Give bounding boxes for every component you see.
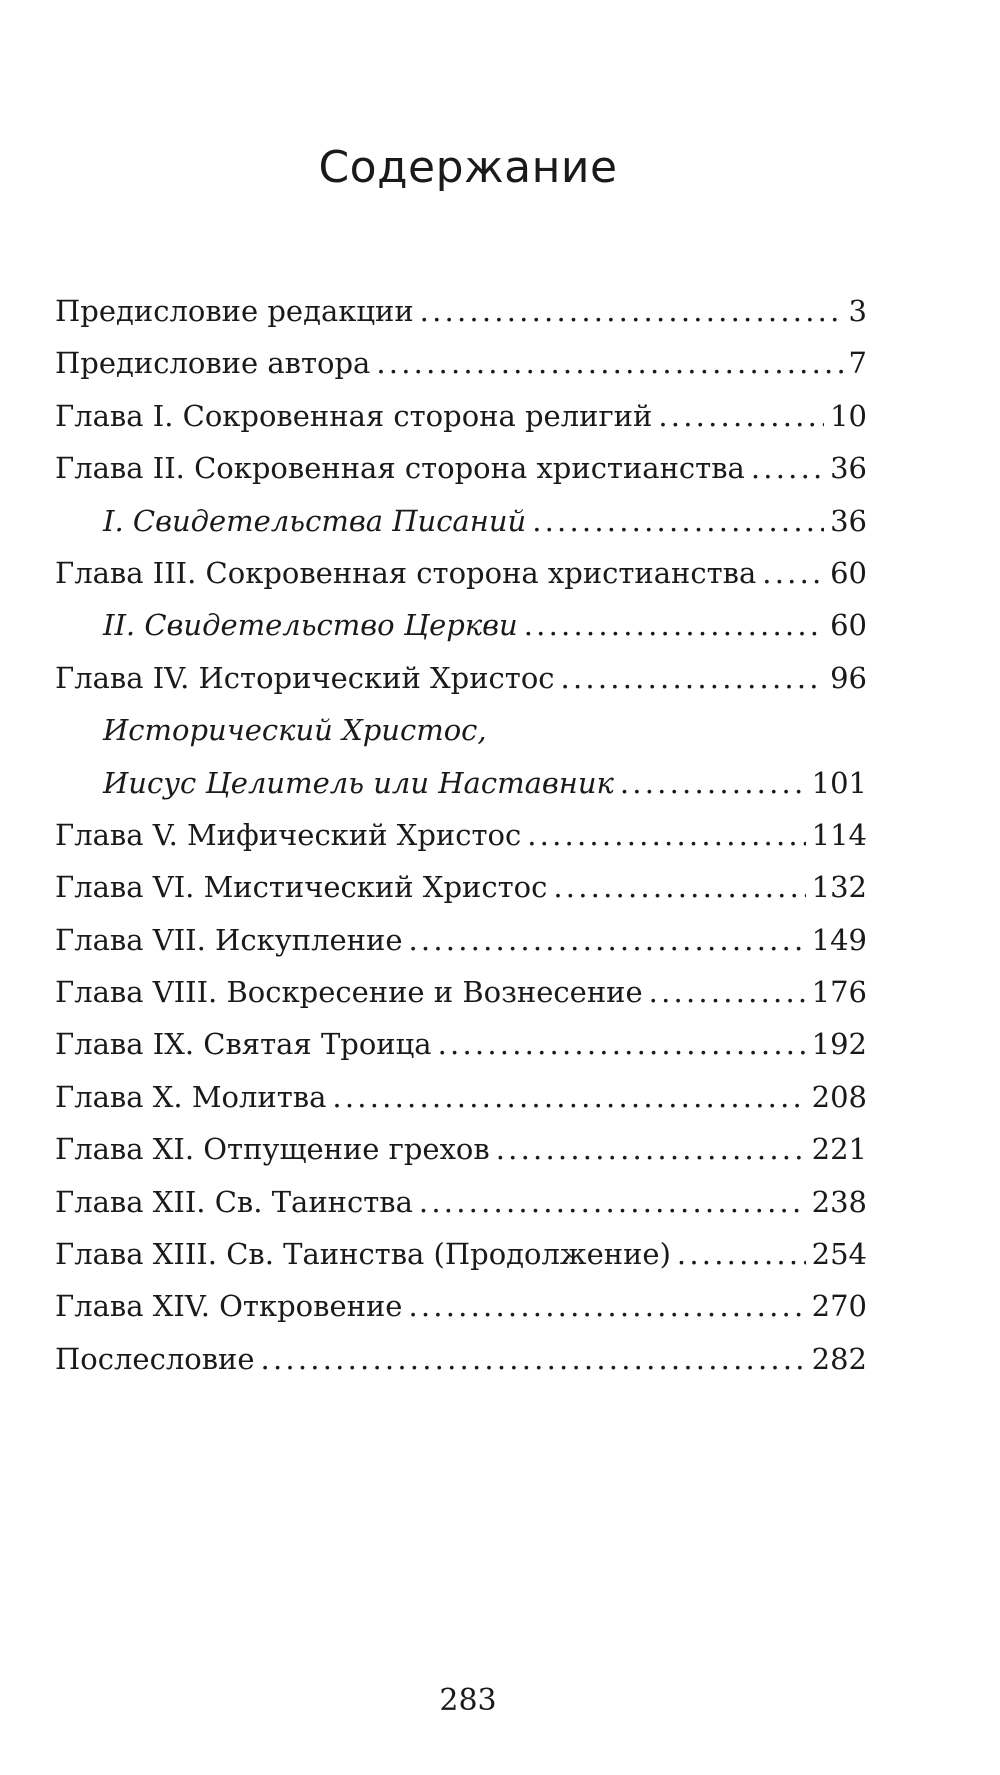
dot-leader [527, 809, 805, 861]
dot-leader [751, 442, 824, 494]
toc-entry [55, 1018, 867, 1070]
toc-entry [55, 390, 867, 442]
toc-subentry [55, 757, 867, 809]
toc-entry-label: Глава VIII. Воскресение и Вознесение [55, 975, 643, 1010]
toc-entry-page: 114 [811, 817, 867, 852]
toc-entry-label: I. Свидетельства Писаний [103, 503, 527, 538]
toc-entry-label: Исторический Христос, [103, 713, 487, 748]
dot-leader [376, 337, 842, 389]
toc-entry-label: Предисловие автора [55, 346, 371, 381]
page-number: 283 [439, 1683, 497, 1718]
dot-leader [496, 1123, 806, 1175]
page-title: Содержание [318, 142, 618, 193]
toc-entry-page: 282 [811, 1341, 867, 1376]
toc-entry-label: Глава XIII. Св. Таинства (Продолжение) [55, 1237, 671, 1272]
dot-leader [261, 1333, 806, 1385]
toc-entry [55, 285, 867, 337]
toc-entry-label: II. Свидетельство Церкви [103, 608, 518, 643]
toc-entry-label: Послесловие [55, 1341, 255, 1376]
toc-entry-label: Глава I. Сокровенная сторона религий [55, 398, 653, 433]
toc-entry-label: Иисус Целитель или Наставник [103, 765, 614, 800]
toc-entry-label: Глава IV. Исторический Христос [55, 660, 555, 695]
toc-entry-label: Глава X. Молитва [55, 1079, 327, 1114]
toc-entry [55, 1176, 867, 1228]
toc-entry-page: 238 [811, 1184, 867, 1219]
dot-leader [762, 547, 824, 599]
toc-entry-label: Предисловие редакции [55, 294, 414, 328]
toc-entry-page: 192 [811, 1027, 867, 1062]
toc-subentry [55, 599, 867, 651]
toc-entry [55, 1280, 867, 1332]
toc-entry-label: Глава XIV. Откровение [55, 1289, 403, 1324]
toc-entry-page: 176 [811, 975, 867, 1010]
toc-entry-label: Глава V. Мифический Христос [55, 817, 522, 852]
toc-entry-label: Глава III. Сокровенная сторона христианства [55, 555, 757, 590]
toc-entry [55, 1071, 867, 1123]
dot-leader [649, 966, 806, 1018]
dot-leader [620, 757, 806, 809]
toc-entry-page: 208 [811, 1079, 867, 1114]
toc-entry-page: 7 [848, 346, 867, 381]
toc-entry-page: 10 [830, 398, 867, 433]
dot-leader [420, 285, 843, 337]
dot-leader [677, 1228, 806, 1280]
toc-entry-label: Глава IX. Святая Троица [55, 1027, 432, 1062]
toc-entry-page: 132 [811, 870, 867, 905]
toc-entry-label: Глава XI. Отпущение грехов [55, 1132, 490, 1167]
toc-entry [55, 337, 867, 389]
dot-leader [524, 599, 824, 651]
toc-entry [55, 1228, 867, 1280]
dot-leader [658, 390, 824, 442]
toc-entry [55, 652, 867, 704]
dot-leader [438, 1018, 806, 1070]
toc-entry-page: 60 [830, 555, 867, 590]
toc-entry [55, 914, 867, 966]
toc-entry-page: 221 [811, 1132, 867, 1167]
toc-entry-label: Глава II. Сокровенная сторона христианства [55, 451, 745, 486]
toc-entry-label: Глава XII. Св. Таинства [55, 1184, 413, 1219]
dot-leader [532, 495, 824, 547]
toc-subentry [55, 495, 867, 547]
toc-entry [55, 1123, 867, 1175]
dot-leader [408, 1280, 805, 1332]
toc-entry-page: 3 [848, 294, 867, 328]
toc-entry-page: 254 [811, 1237, 867, 1272]
toc-entry-page: 36 [830, 451, 867, 486]
toc-entry [55, 861, 867, 913]
toc-entry-page: 101 [811, 765, 867, 800]
toc-entry [55, 547, 867, 599]
toc-entry [55, 966, 867, 1018]
dot-leader [561, 652, 825, 704]
dot-leader [409, 914, 806, 966]
dot-leader [419, 1176, 806, 1228]
toc-entry [55, 809, 867, 861]
toc-entry [55, 442, 867, 494]
toc-entry-label: Глава VII. Искупление [55, 922, 403, 957]
toc-entry-label: Глава VI. Мистический Христос [55, 870, 548, 905]
dot-leader [553, 861, 805, 913]
toc-entry [55, 1333, 867, 1385]
toc-entry-page: 149 [811, 922, 867, 957]
dot-leader [332, 1071, 805, 1123]
toc-subentry [55, 704, 867, 756]
toc-entry-page: 96 [830, 660, 867, 695]
toc-entry-page: 60 [830, 608, 867, 643]
toc-entry-page: 270 [811, 1289, 867, 1324]
table-of-contents [55, 285, 867, 1385]
toc-entry-page: 36 [830, 503, 867, 538]
